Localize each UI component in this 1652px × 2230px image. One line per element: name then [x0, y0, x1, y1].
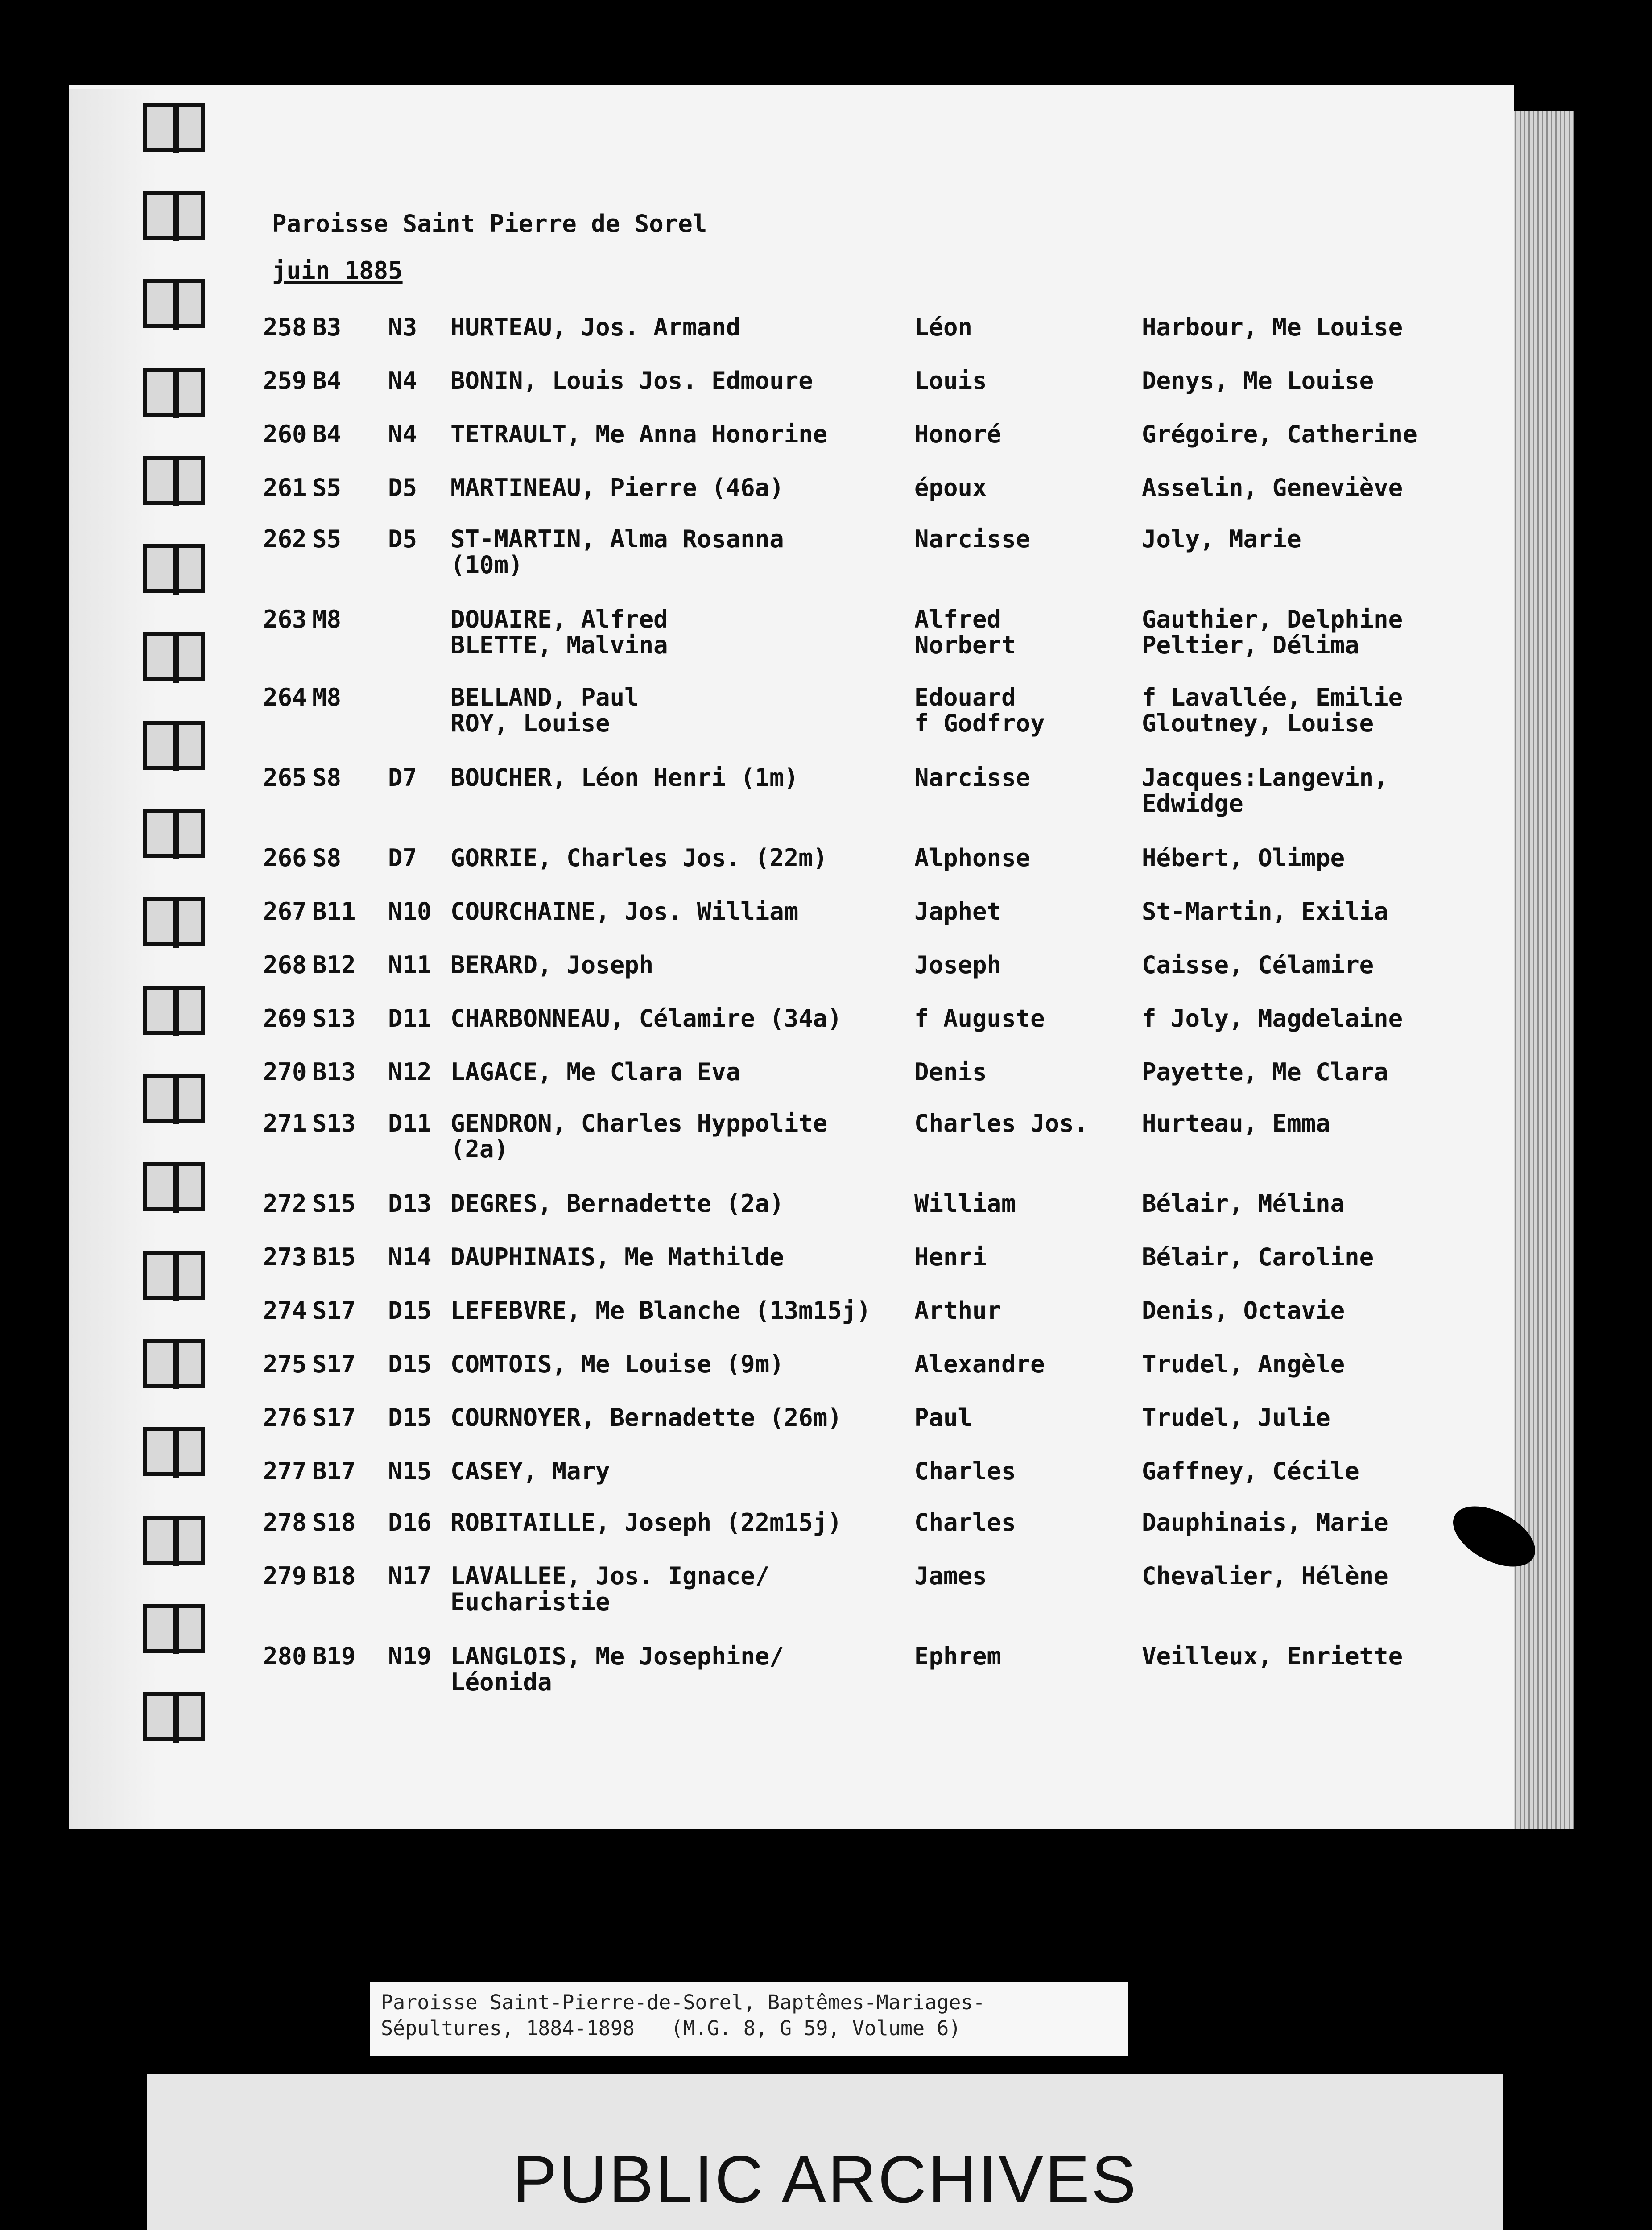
entry-father: Narcisse: [914, 764, 1031, 792]
entry-mother: Gauthier, Delphine Peltier, Délima: [1142, 605, 1403, 659]
catalog-label: [370, 1982, 1128, 2056]
entry-name: LANGLOIS, Me Josephine/ Léonida: [450, 1642, 784, 1696]
register-content: [250, 196, 1499, 1757]
entry-number: 259: [263, 367, 307, 395]
entry-act-code: B11: [312, 897, 356, 925]
entry-father: Alfred Norbert: [914, 605, 1016, 659]
entry-act-code: B19: [312, 1642, 356, 1670]
entry-mother: Trudel, Angèle: [1142, 1350, 1345, 1378]
entry-mother: Denys, Me Louise: [1142, 367, 1374, 395]
entry-mother: St-Martin, Exilia: [1142, 897, 1388, 925]
register-entry: [250, 475, 1499, 524]
register-entry: [250, 1562, 1499, 1616]
register-entry: [250, 1351, 1499, 1400]
entry-act-code: M8: [312, 683, 342, 711]
archives-line-english: PUBLIC ARCHIVES: [512, 2142, 1138, 2217]
catalog-label-line-1: Paroisse Saint-Pierre-de-Sorel, Baptêmes-Mariages-: [381, 1990, 985, 2014]
entry-number: 263: [263, 605, 307, 633]
register-entry: [250, 1642, 1499, 1696]
entry-index-code: D7: [388, 764, 417, 792]
entry-number: 269: [263, 1004, 307, 1032]
entry-mother: f Lavallée, Emilie Gloutney, Louise: [1142, 683, 1403, 737]
entry-father: Alphonse: [914, 844, 1031, 872]
entry-father: Narcisse: [914, 525, 1031, 553]
entry-index-code: D5: [388, 525, 417, 553]
entry-number: 271: [263, 1109, 307, 1137]
entry-mother: Veilleux, Enriette: [1142, 1642, 1403, 1670]
entry-index-code: N4: [388, 367, 417, 395]
entry-father: Edouard f Godfroy: [914, 683, 1045, 737]
entry-act-code: S13: [312, 1109, 356, 1137]
register-entry: [250, 845, 1499, 894]
entry-mother: Dauphinais, Marie: [1142, 1508, 1388, 1536]
entry-mother: Bélair, Mélina: [1142, 1189, 1345, 1218]
binding-ring: [143, 632, 205, 681]
register-entry: [250, 683, 1499, 737]
entry-name: ST-MARTIN, Alma Rosanna (10m): [450, 525, 784, 579]
entry-act-code: M8: [312, 605, 342, 633]
entry-act-code: S8: [312, 844, 342, 872]
binding-ring: [143, 1604, 205, 1653]
entry-number: 258: [263, 313, 307, 341]
entry-name: LEFEBVRE, Me Blanche (13m15j): [450, 1297, 871, 1325]
entry-number: 267: [263, 897, 307, 925]
entry-number: 279: [263, 1562, 307, 1590]
entry-father: James: [914, 1562, 987, 1590]
entry-name: BELLAND, Paul ROY, Louise: [450, 683, 639, 737]
entry-name: CASEY, Mary: [450, 1457, 610, 1485]
entry-name: TETRAULT, Me Anna Honorine: [450, 420, 828, 448]
entry-act-code: S13: [312, 1004, 356, 1032]
entry-act-code: B4: [312, 367, 342, 395]
register-entry: [250, 1458, 1499, 1507]
entry-act-code: B18: [312, 1562, 356, 1590]
entry-father: Charles: [914, 1508, 1016, 1536]
entry-name: DEGRES, Bernadette (2a): [450, 1189, 784, 1218]
entry-number: 270: [263, 1058, 307, 1086]
entry-father: Denis: [914, 1058, 987, 1086]
register-entry: [250, 605, 1499, 659]
entry-index-code: D15: [388, 1350, 432, 1378]
register-entry: [250, 1059, 1499, 1108]
entry-name: BONIN, Louis Jos. Edmoure: [450, 367, 813, 395]
entry-index-code: D15: [388, 1297, 432, 1325]
entry-act-code: S8: [312, 764, 342, 792]
entry-father: Henri: [914, 1243, 987, 1271]
entry-father: Arthur: [914, 1297, 1002, 1325]
entry-mother: Payette, Me Clara: [1142, 1058, 1388, 1086]
binding-ring: [143, 1074, 205, 1123]
parish-title: Paroisse Saint Pierre de Sorel: [272, 210, 707, 238]
entry-number: 275: [263, 1350, 307, 1378]
entry-father: Honoré: [914, 420, 1002, 448]
entry-act-code: S15: [312, 1189, 356, 1218]
binding-ring: [143, 897, 205, 946]
month-heading: juin 1885: [272, 256, 403, 285]
entry-name: LAVALLEE, Jos. Ignace/ Eucharistie: [450, 1562, 770, 1616]
entry-name: DAUPHINAIS, Me Mathilde: [450, 1243, 784, 1271]
entry-number: 274: [263, 1297, 307, 1325]
register-entry: [250, 1109, 1499, 1163]
entry-act-code: S5: [312, 474, 342, 502]
entry-index-code: N4: [388, 420, 417, 448]
entry-number: 265: [263, 764, 307, 792]
entry-act-code: B15: [312, 1243, 356, 1271]
entry-mother: Chevalier, Hélène: [1142, 1562, 1388, 1590]
entry-father: Charles Jos.: [914, 1109, 1089, 1137]
register-entry: [250, 952, 1499, 1001]
entry-act-code: S17: [312, 1350, 356, 1378]
entry-name: GENDRON, Charles Hyppolite (2a): [450, 1109, 828, 1163]
entry-father: f Auguste: [914, 1004, 1045, 1032]
entry-act-code: S17: [312, 1297, 356, 1325]
entry-index-code: D11: [388, 1004, 432, 1032]
binding-ring: [143, 368, 205, 417]
entry-index-code: D11: [388, 1109, 432, 1137]
entry-mother: Gaffney, Cécile: [1142, 1457, 1359, 1485]
entry-number: 277: [263, 1457, 307, 1485]
entry-name: COMTOIS, Me Louise (9m): [450, 1350, 784, 1378]
entry-number: 268: [263, 951, 307, 979]
register-entry: [250, 1510, 1499, 1559]
entry-name: HURTEAU, Jos. Armand: [450, 313, 741, 341]
entry-father: Charles: [914, 1457, 1016, 1485]
entry-act-code: S18: [312, 1508, 356, 1536]
entry-father: Ephrem: [914, 1642, 1002, 1670]
entry-index-code: N15: [388, 1457, 432, 1485]
spiral-binding: [143, 103, 205, 1788]
register-entry: [250, 1244, 1499, 1293]
entry-mother: Grégoire, Catherine: [1142, 420, 1417, 448]
binding-ring: [143, 721, 205, 770]
entry-name: BOUCHER, Léon Henri (1m): [450, 764, 799, 792]
entry-name: COURCHAINE, Jos. William: [450, 897, 799, 925]
entry-mother: Trudel, Julie: [1142, 1404, 1330, 1432]
entry-number: 262: [263, 525, 307, 553]
entry-index-code: D7: [388, 844, 417, 872]
register-entry: [250, 525, 1499, 579]
entry-father: Alexandre: [914, 1350, 1045, 1378]
entry-name: DOUAIRE, Alfred BLETTE, Malvina: [450, 605, 668, 659]
entry-act-code: B12: [312, 951, 356, 979]
binding-ring: [143, 456, 205, 505]
register-entry: [250, 899, 1499, 948]
entry-index-code: N11: [388, 951, 432, 979]
entry-mother: Bélair, Caroline: [1142, 1243, 1374, 1271]
entry-mother: Hurteau, Emma: [1142, 1109, 1330, 1137]
register-entry: [250, 1298, 1499, 1347]
entry-number: 264: [263, 683, 307, 711]
entry-mother: f Joly, Magdelaine: [1142, 1004, 1403, 1032]
archives-plate: [147, 2074, 1503, 2230]
entry-act-code: S17: [312, 1404, 356, 1432]
entry-name: GORRIE, Charles Jos. (22m): [450, 844, 828, 872]
binding-ring: [143, 1162, 205, 1211]
entry-father: Joseph: [914, 951, 1002, 979]
entry-index-code: N10: [388, 897, 432, 925]
entry-mother: Joly, Marie: [1142, 525, 1301, 553]
binding-ring: [143, 1339, 205, 1388]
register-entry: [250, 421, 1499, 471]
entry-mother: Denis, Octavie: [1142, 1297, 1345, 1325]
entry-index-code: N19: [388, 1642, 432, 1670]
entry-act-code: B17: [312, 1457, 356, 1485]
binding-ring: [143, 1427, 205, 1476]
entry-mother: Caisse, Célamire: [1142, 951, 1374, 979]
entry-number: 273: [263, 1243, 307, 1271]
entry-name: MARTINEAU, Pierre (46a): [450, 474, 784, 502]
entry-father: Louis: [914, 367, 987, 395]
binding-ring: [143, 279, 205, 328]
entry-father: William: [914, 1189, 1016, 1218]
entry-number: 278: [263, 1508, 307, 1536]
binding-ring: [143, 1251, 205, 1300]
entry-act-code: B13: [312, 1058, 356, 1086]
register-entry: [250, 1191, 1499, 1240]
entry-father: Léon: [914, 313, 973, 341]
entry-index-code: D13: [388, 1189, 432, 1218]
binding-ring: [143, 809, 205, 858]
entry-index-code: D5: [388, 474, 417, 502]
entry-name: ROBITAILLE, Joseph (22m15j): [450, 1508, 842, 1536]
entry-father: Japhet: [914, 897, 1002, 925]
binding-ring: [143, 103, 205, 152]
binding-ring: [143, 1692, 205, 1741]
entry-index-code: N17: [388, 1562, 432, 1590]
binding-ring: [143, 986, 205, 1035]
entry-father: Paul: [914, 1404, 973, 1432]
entry-name: COURNOYER, Bernadette (26m): [450, 1404, 842, 1432]
binding-ring: [143, 1516, 205, 1565]
entry-number: 266: [263, 844, 307, 872]
register-entry: [250, 368, 1499, 417]
entry-index-code: D15: [388, 1404, 432, 1432]
entry-mother: Jacques:Langevin, Edwidge: [1142, 764, 1388, 818]
entry-mother: Hébert, Olimpe: [1142, 844, 1345, 872]
binding-ring: [143, 191, 205, 240]
entry-index-code: D16: [388, 1508, 432, 1536]
register-entry: [250, 764, 1499, 818]
entry-act-code: S5: [312, 525, 342, 553]
register-entry: [250, 1405, 1499, 1454]
catalog-label-line-2: Sépultures, 1884-1898 (M.G. 8, G 59, Volume 6): [381, 2016, 961, 2040]
entry-mother: Harbour, Me Louise: [1142, 313, 1403, 341]
entry-name: LAGACE, Me Clara Eva: [450, 1058, 741, 1086]
entry-father: époux: [914, 474, 987, 502]
entry-mother: Asselin, Geneviève: [1142, 474, 1403, 502]
entry-name: CHARBONNEAU, Célamire (34a): [450, 1004, 842, 1032]
entry-number: 280: [263, 1642, 307, 1670]
entry-index-code: N12: [388, 1058, 432, 1086]
entry-number: 272: [263, 1189, 307, 1218]
entry-number: 260: [263, 420, 307, 448]
binding-ring: [143, 544, 205, 593]
entry-name: BERARD, Joseph: [450, 951, 654, 979]
register-entry: [250, 314, 1499, 363]
entry-act-code: B4: [312, 420, 342, 448]
entry-index-code: N14: [388, 1243, 432, 1271]
entry-act-code: B3: [312, 313, 342, 341]
entry-number: 261: [263, 474, 307, 502]
register-entry: [250, 1006, 1499, 1055]
entry-number: 276: [263, 1404, 307, 1432]
entry-index-code: N3: [388, 313, 417, 341]
